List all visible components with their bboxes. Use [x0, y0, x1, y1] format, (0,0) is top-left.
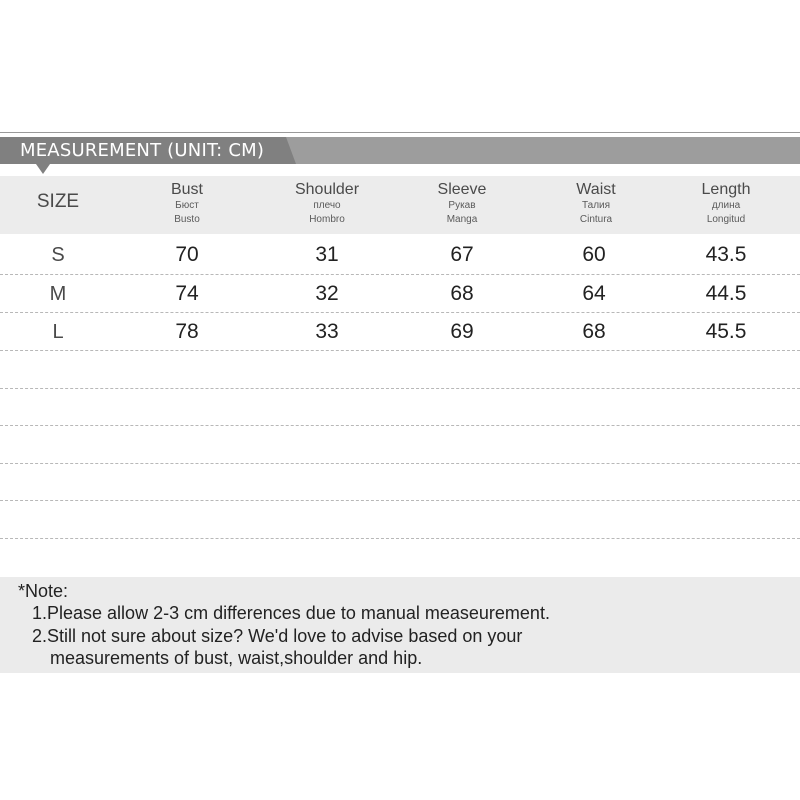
size-cell: M: [49, 283, 67, 305]
size-column-header: SIZE: [36, 191, 80, 212]
header-label-ru: Бюст: [175, 200, 199, 211]
sleeve-cell: 67: [450, 243, 474, 266]
note-line-2-continued: measurements of bust, waist,shoulder and hip.: [50, 648, 423, 668]
header-label-ru: длина: [711, 200, 741, 211]
header-label-en: Length: [701, 181, 751, 198]
shoulder-cell: 31: [315, 243, 339, 266]
table-row-s: [0, 236, 800, 274]
header-label-ru: плечо: [313, 200, 341, 211]
length-cell: 44.5: [705, 282, 747, 305]
header-label-es: Cintura: [579, 214, 613, 225]
column-header-waist: [531, 180, 661, 227]
shoulder-cell: 33: [315, 320, 339, 343]
header-label-en: Waist: [576, 181, 616, 198]
title-pointer-arrow: [36, 164, 50, 174]
row-divider: [0, 350, 800, 351]
row-divider: [0, 538, 800, 539]
header-label-ru: Талия: [581, 200, 611, 211]
waist-cell: 68: [582, 320, 606, 343]
table-row-l: [0, 313, 800, 351]
bust-cell: 74: [175, 282, 199, 305]
header-label-es: Busto: [174, 214, 200, 225]
header-label-es: Manga: [446, 214, 478, 225]
bust-cell: 70: [175, 243, 199, 266]
row-divider: [0, 463, 800, 464]
header-label-es: Longitud: [706, 214, 746, 225]
column-header-bust: [122, 180, 252, 227]
length-cell: 43.5: [705, 243, 747, 266]
row-divider: [0, 425, 800, 426]
note-heading: *Note:: [18, 581, 69, 601]
note-line-1: 1.Please allow 2-3 cm differences due to manual measeurement.: [32, 603, 550, 623]
size-cell: L: [52, 321, 64, 343]
note-line-2: 2.Still not sure about size? We'd love to advise based on your: [32, 626, 523, 646]
header-label-ru: Рукав: [448, 200, 476, 211]
sleeve-cell: 68: [450, 282, 474, 305]
column-header-shoulder: [262, 180, 392, 227]
table-row-m: [0, 275, 800, 313]
header-label-en: Sleeve: [437, 181, 487, 198]
header-label-en: Shoulder: [294, 181, 360, 198]
bust-cell: 78: [175, 320, 199, 343]
length-cell: 45.5: [705, 320, 747, 343]
column-header-length: [661, 180, 791, 227]
top-rule: [0, 132, 800, 133]
waist-cell: 64: [582, 282, 606, 305]
waist-cell: 60: [582, 243, 606, 266]
column-header-sleeve: [397, 180, 527, 227]
size-cell: S: [51, 244, 65, 266]
row-divider: [0, 500, 800, 501]
row-divider: [0, 388, 800, 389]
shoulder-cell: 32: [315, 282, 339, 305]
sleeve-cell: 69: [450, 320, 474, 343]
header-label-es: Hombro: [309, 214, 345, 225]
table-title: MEASUREMENT (UNIT: CM): [20, 140, 265, 161]
header-label-en: Bust: [170, 181, 203, 198]
